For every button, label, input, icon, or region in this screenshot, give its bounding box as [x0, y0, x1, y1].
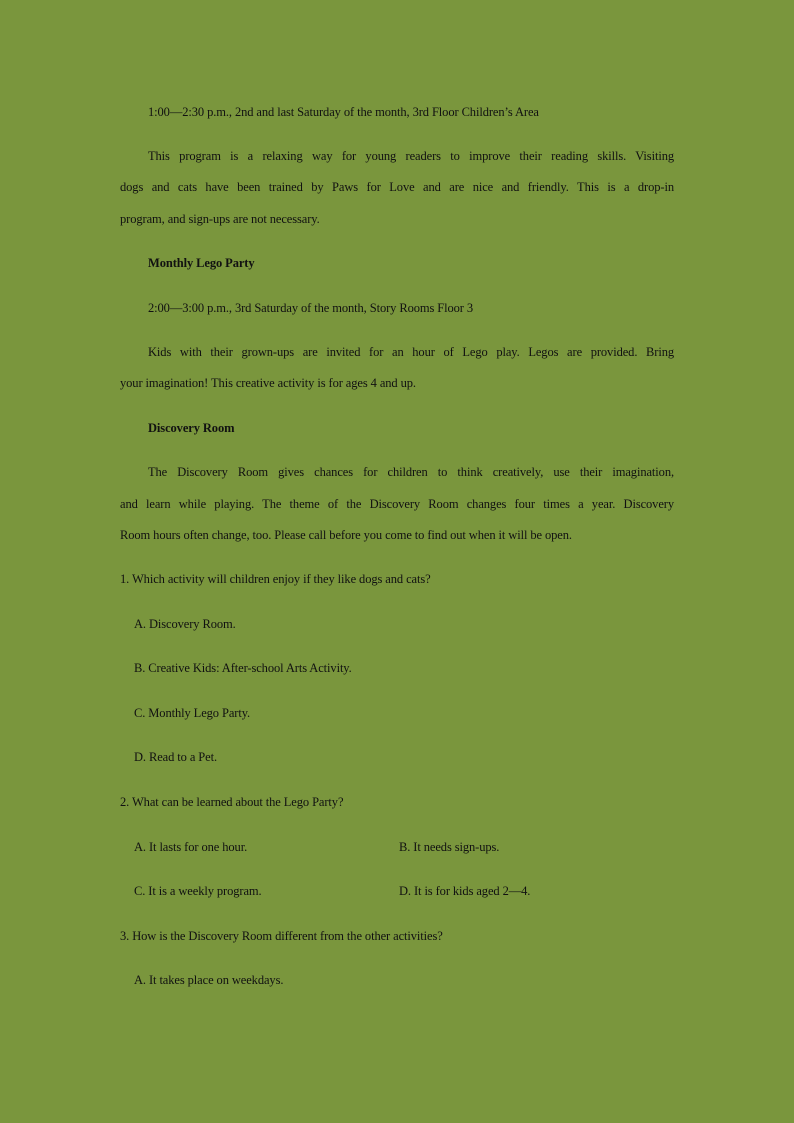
lego-party-desc-line-2: your imagination! This creative activity is for ages 4 and up. — [120, 376, 416, 390]
lego-party-desc-line-1: Kids with their grown-ups are invited for an hour of Lego play. Legos are provided. Bring — [148, 345, 674, 359]
read-to-a-pet-desc-line-2: dogs and cats have been trained by Paws for Love and are nice and friendly. This is a drop-in — [120, 180, 674, 194]
question-2-option-c: C. It is a weekly program. — [134, 884, 262, 898]
read-to-a-pet-time: 1:00—2:30 p.m., 2nd and last Saturday of the month, 3rd Floor Children’s Area — [148, 105, 539, 119]
question-2-option-a: A. It lasts for one hour. — [134, 840, 248, 854]
question-2-stem: 2. What can be learned about the Lego Party? — [120, 795, 344, 809]
question-1-option-b: B. Creative Kids: After-school Arts Activity. — [134, 661, 352, 675]
question-1-option-a: A. Discovery Room. — [134, 617, 236, 631]
question-3-option-a: A. It takes place on weekdays. — [134, 973, 284, 987]
question-3-stem: 3. How is the Discovery Room different from the other activities? — [120, 929, 443, 943]
read-to-a-pet-desc-line-1: This program is a relaxing way for young readers to improve their reading skills. Visiting — [148, 149, 674, 163]
question-1-option-c: C. Monthly Lego Party. — [134, 706, 251, 720]
question-2-option-b: B. It needs sign-ups. — [399, 840, 500, 854]
read-to-a-pet-desc-line-3: program, and sign-ups are not necessary. — [120, 212, 320, 226]
lego-party-heading: Monthly Lego Party — [148, 256, 255, 270]
discovery-room-heading: Discovery Room — [148, 421, 235, 435]
lego-party-time: 2:00—3:00 p.m., 3rd Saturday of the month, Story Rooms Floor 3 — [148, 301, 474, 315]
question-1-option-d: D. Read to a Pet. — [134, 750, 218, 764]
discovery-room-desc-line-3: Room hours often change, too. Please call before you come to find out when it will be open. — [120, 528, 572, 542]
document-page — [120, 0, 674, 1123]
discovery-room-desc-line-1: The Discovery Room gives chances for children to think creatively, use their imagination, — [148, 465, 674, 479]
question-1-stem: 1. Which activity will children enjoy if they like dogs and cats? — [120, 572, 431, 586]
discovery-room-desc-line-2: and learn while playing. The theme of the Discovery Room changes four times a year. Discovery — [120, 497, 674, 511]
question-2-option-d: D. It is for kids aged 2—4. — [399, 884, 531, 898]
